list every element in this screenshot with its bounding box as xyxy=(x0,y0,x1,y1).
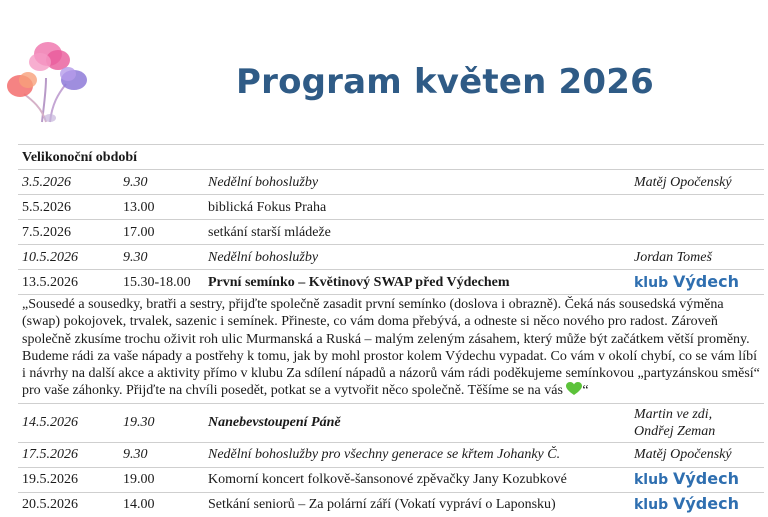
row-date: 7.5.2026 xyxy=(18,220,119,245)
table-row xyxy=(18,403,764,442)
row-time: 19.30 xyxy=(119,403,204,442)
row-time: 9.30 xyxy=(119,170,204,195)
table-row xyxy=(18,220,764,245)
event-description-row xyxy=(18,295,764,404)
row-event: Setkání seniorů – Za polární září (Vokatí vypráví o Laponsku) xyxy=(204,492,630,517)
klub-logo: klub Výdech xyxy=(630,492,764,517)
row-leader xyxy=(630,195,764,220)
klub-logo: klub Výdech xyxy=(630,467,764,492)
row-event: biblická Fokus Praha xyxy=(204,195,630,220)
row-event: První semínko – Květinový SWAP před Výdechem xyxy=(204,270,630,295)
row-date: 10.5.2026 xyxy=(18,245,119,270)
table-row xyxy=(18,467,764,492)
row-leader xyxy=(630,220,764,245)
row-time: 19.00 xyxy=(119,467,204,492)
table-row xyxy=(18,245,764,270)
row-event: Nedělní bohoslužby xyxy=(204,170,630,195)
row-event: Nanebevstoupení Páně xyxy=(204,403,630,442)
row-event: Nedělní bohoslužby pro všechny generace se křtem Johanky Č. xyxy=(204,442,630,467)
row-date: 19.5.2026 xyxy=(18,467,119,492)
program-table xyxy=(18,144,764,517)
row-time: 9.30 xyxy=(119,245,204,270)
row-time: 15.30-18.00 xyxy=(119,270,204,295)
section-heading: Velikonoční období xyxy=(18,145,764,170)
row-date: 14.5.2026 xyxy=(18,403,119,442)
green-heart-icon xyxy=(566,382,582,396)
row-time: 17.00 xyxy=(119,220,204,245)
flower-logo xyxy=(2,34,96,124)
row-date: 3.5.2026 xyxy=(18,170,119,195)
event-description: „Sousedé a sousedky, bratři a sestry, přijďte společně zasadit první semínko (doslova i obrazně). Čeká nás sousedská výměna (swap) pokojovek, trvalek, sazenic i semínek. Přineste, co vám doma přebývá, a odneste si něco nového pro radost. Zároveň společně zkusíme trochu oživit roh ulic Murmanská a Ruská – malým zeleným zásahem, který může být začátkem větší proměny. Budeme rádi za vaše nápady a postřehy k tomu, jak by mohl prostor kolem Výdechu vypadat. Co vám v okolí chybí, co se vám líbí i návrhy na další akce a aktivity přímo v klubu Za sdílení nápadů a názorů vám rádi poděkujeme semínkovou „partyzánskou směsí“ pro vaše záhonky. Přijďte na chvíli posedět, potkat se a vytvořit něco společně. Těšíme se na vás “ xyxy=(18,295,764,404)
row-event: setkání starší mládeže xyxy=(204,220,630,245)
klub-logo: klub Výdech xyxy=(630,270,764,295)
row-time: 9.30 xyxy=(119,442,204,467)
table-row xyxy=(18,270,764,295)
row-date: 5.5.2026 xyxy=(18,195,119,220)
row-event: Nedělní bohoslužby xyxy=(204,245,630,270)
table-row xyxy=(18,170,764,195)
row-date: 20.5.2026 xyxy=(18,492,119,517)
section-row xyxy=(18,145,764,170)
row-date: 17.5.2026 xyxy=(18,442,119,467)
row-leader: Matěj Opočenský xyxy=(630,170,764,195)
table-row xyxy=(18,195,764,220)
row-time: 13.00 xyxy=(119,195,204,220)
page-title: Program květen 2026 xyxy=(236,62,654,102)
table-row xyxy=(18,492,764,517)
row-leader: Matěj Opočenský xyxy=(630,442,764,467)
row-time: 14.00 xyxy=(119,492,204,517)
row-date: 13.5.2026 xyxy=(18,270,119,295)
row-leader: Martin ve zdi, Ondřej Zeman xyxy=(630,403,764,442)
table-row xyxy=(18,442,764,467)
row-event: Komorní koncert folkově-šansonové zpěvačky Jany Kozubkové xyxy=(204,467,630,492)
row-leader: Jordan Tomeš xyxy=(630,245,764,270)
